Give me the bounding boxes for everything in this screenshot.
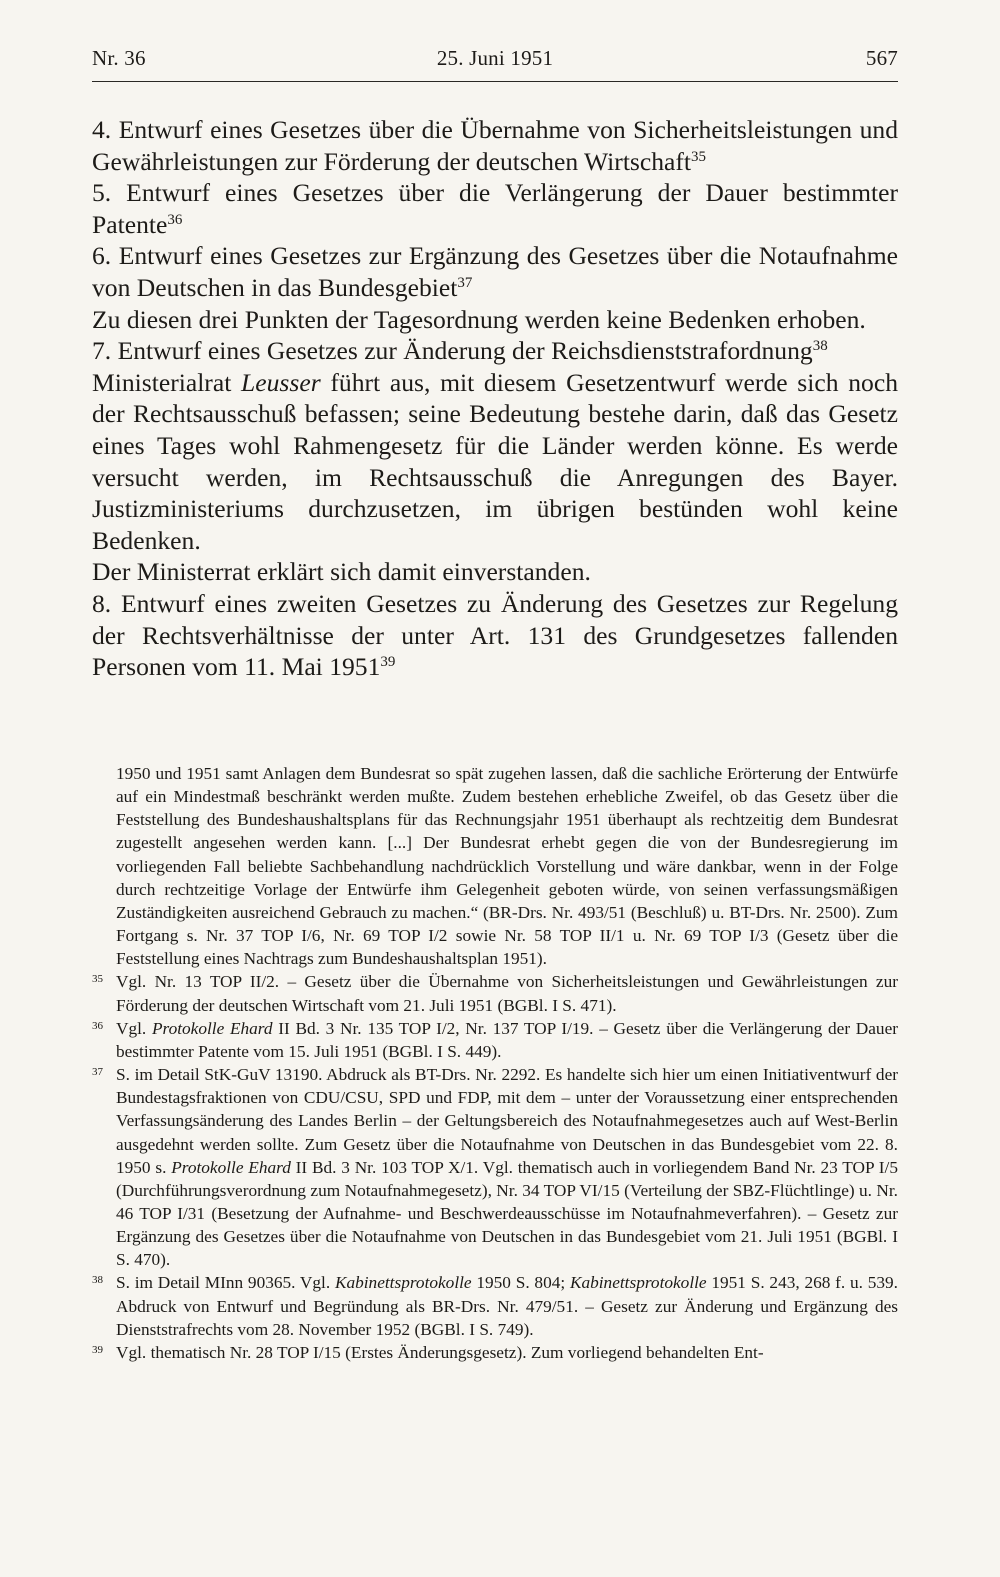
- footnotes: [92, 762, 898, 1364]
- footnote-36-text: II Bd. 3 Nr. 135 TOP I/2, Nr. 137 TOP I/19. – Gesetz über die Verlängerung der Dauer bestimmter Patente vom 15. Juli 1951 (BGBl. I S. 449).: [116, 1018, 898, 1061]
- footnote-ref-35: 35: [691, 148, 707, 165]
- footnote-37-text-b: II Bd. 3 Nr. 103 TOP X/1. Vgl. thematisch auch in vorliegendem Band Nr. 23 TOP I/5 (Durchführungsverordnung zum Notaufnahmegesetz), Nr. 34 TOP VI/15 (Verteilung der SBZ-Flüchtlinge) u. Nr. 46 TOP I/31 (Besetzung der Aufnahme- und Beschwerdeausschüsse im Notaufnahmeverfahren). – Gesetz zur Ergänzung des Gesetzes über die Notaufnahme von Deutschen in das Bundesgebiet vom 21. Juli 1951 (BGBl. I S. 470).: [116, 1157, 898, 1270]
- agenda-item-5-text: 5. Entwurf eines Gesetzes über die Verlängerung der Dauer bestimmter Patente: [92, 178, 898, 239]
- agenda-item-7: [92, 335, 898, 367]
- agenda-item-5: [92, 177, 898, 240]
- agenda-item-8: [92, 588, 898, 683]
- agenda-item-6-text: 6. Entwurf eines Gesetzes zur Ergänzung des Gesetzes über die Notaufnahme von Deutschen in das Bundesgebiet: [92, 241, 898, 302]
- footnote-35-number: 35: [92, 973, 103, 986]
- footnote-37: [92, 1063, 898, 1271]
- agenda-item-7-text: 7. Entwurf eines Gesetzes zur Änderung der Reichsdienststrafordnung: [92, 336, 813, 366]
- footnote-39-number: 39: [92, 1343, 103, 1356]
- footnote-ref-38: 38: [812, 338, 828, 355]
- agenda-item-6: [92, 240, 898, 303]
- footnote-38-source-1: Kabinettsprotokolle: [334, 1273, 472, 1293]
- footnote-37-text-a: S. im Detail StK-GuV 13190. Abdruck als BT-Drs. Nr. 2292. Es handelte sich hier um einen Initiativentwurf der Bundestagsfraktionen von CDU/CSU, SPD und FDP, mit dem – unter der Voraussetzung einer entsprechenden Verfassungsänderung des Landes Berlin – der Geltungsbereich des Notaufnahmegesetzes auch auf West-Berlin ausgedehnt werden sollte. Zum Gesetz über die Notaufnahme von Deutschen in das Bundesgebiet vom 22. 8. 1950 s.: [116, 1065, 898, 1177]
- footnote-ref-36: 36: [167, 211, 183, 228]
- leusser-prefix: Ministerialrat: [92, 367, 242, 397]
- running-header: [92, 46, 898, 76]
- footnote-39: [92, 1341, 898, 1364]
- leusser-statement: führt aus, mit diesem Gesetzentwurf werde sich noch der Rechtsausschuß befassen; seine Bedeutung bestehe darin, daß das Gesetz eines Tages wohl Rahmengesetz für die Länder werden könne. Es werde versucht werden, im Rechtsausschuß die Anregungen des Bayer. Justizministeriums durchzusetzen, im übrigen bestünden wohl keine Bedenken.: [92, 367, 899, 555]
- agenda-item-8-text: 8. Entwurf eines zweiten Gesetzes zu Änderung des Gesetzes zur Regelung der Rechtsverhältnisse der unter Art. 131 des Grundgesetzes fallenden Personen vom 11. Mai 1951: [92, 588, 898, 682]
- agenda-item-4: [92, 114, 898, 177]
- footnote-36-prefix: Vgl.: [116, 1018, 152, 1038]
- footnote-34-continuation: 1950 und 1951 samt Anlagen dem Bundesrat so spät zugehen lassen, daß die sachliche Erörterung der Entwürfe auf ein Mindestmaß beschränkt werden mußte. Zudem bestehen erhebliche Zweifel, ob das Gesetz über die Feststellung des Bundeshaushaltsplans für das Rechnungsjahr 1951 überhaupt als rechtzeitig dem Bundesrat zugestellt angesehen werden kann. [...] Der Bundesrat erhebt gegen die von der Bundesregierung im vorliegenden Fall beliebte Sachbehandlung nachdrücklich Vorstellung und wäre dankbar, wenn in der Folge durch rechtzeitige Vorlage der Entwürfe ihm Gelegenheit geboten würde, von seinen verfassungsmäßigen Zuständigkeiten ausreichend Gebrauch zu machen.“ (BR-Drs. Nr. 493/51 (Beschluß) u. BT-Drs. Nr. 2500). Zum Fortgang s. Nr. 37 TOP I/6, Nr. 69 TOP I/2 sowie Nr. 58 TOP II/1 u. Nr. 69 TOP I/3 (Gesetz über die Feststellung eines Nachtrags zum Bundeshaushaltsplan 1951).: [116, 764, 898, 969]
- footnote-38-text-b: 1950 S. 804;: [471, 1273, 570, 1293]
- footnote-36-number: 36: [92, 1019, 103, 1032]
- speaker-name: Leusser: [241, 367, 321, 397]
- document-number: Nr. 36: [92, 46, 146, 70]
- header-rule: [92, 81, 898, 82]
- footnote-35-text: Vgl. Nr. 13 TOP II/2. – Gesetz über die Übernahme von Sicherheitsleistungen und Gewährleistungen zur Förderung der deutschen Wirtschaft vom 21. Juli 1951 (BGBl. I S. 471).: [116, 972, 898, 1015]
- footnote-38-text-a: S. im Detail MInn 90365. Vgl.: [116, 1273, 335, 1293]
- footnote-ref-37: 37: [457, 274, 473, 291]
- footnote-39-text: Vgl. thematisch Nr. 28 TOP I/15 (Erstes Änderungsgesetz). Zum vorliegend behandelten Ent-: [116, 1342, 764, 1362]
- leusser-paragraph: [92, 367, 898, 557]
- footnote-37-source: Protokolle Ehard: [171, 1157, 291, 1177]
- footnote-38: [92, 1271, 898, 1340]
- page-number: 567: [865, 46, 898, 70]
- footnote-37-number: 37: [92, 1066, 103, 1079]
- footnote-38-number: 38: [92, 1274, 103, 1287]
- footnote-36: [92, 1017, 898, 1063]
- meeting-date: 25. Juni 1951: [436, 46, 554, 70]
- document-page: [92, 0, 898, 1577]
- footnote-36-source: Protokolle Ehard: [151, 1018, 273, 1038]
- footnote-35: [92, 970, 898, 1016]
- agenda-item-4-text: 4. Entwurf eines Gesetzes über die Übernahme von Sicherheitsleistungen und Gewährleistungen zur Förderung der deutschen Wirtschaft: [92, 115, 898, 176]
- footnote-38-text-c: 1951 S. 243, 268 f. u. 539. Abdruck von Entwurf und Begründung als BR-Drs. Nr. 479/51. – Gesetz zur Änderung und Ergänzung des Dienststrafrechts vom 28. November 1952 (BGBl. I S. 749).: [116, 1273, 899, 1339]
- decision-paragraph-2: Der Ministerrat erklärt sich damit einverstanden.: [92, 557, 591, 587]
- footnote-38-source-2: Kabinettsprotokolle: [569, 1273, 707, 1293]
- decision-paragraph-1: Zu diesen drei Punkten der Tagesordnung werden keine Bedenken erhoben.: [92, 304, 866, 334]
- footnote-ref-39: 39: [380, 654, 396, 671]
- main-text: [92, 114, 898, 683]
